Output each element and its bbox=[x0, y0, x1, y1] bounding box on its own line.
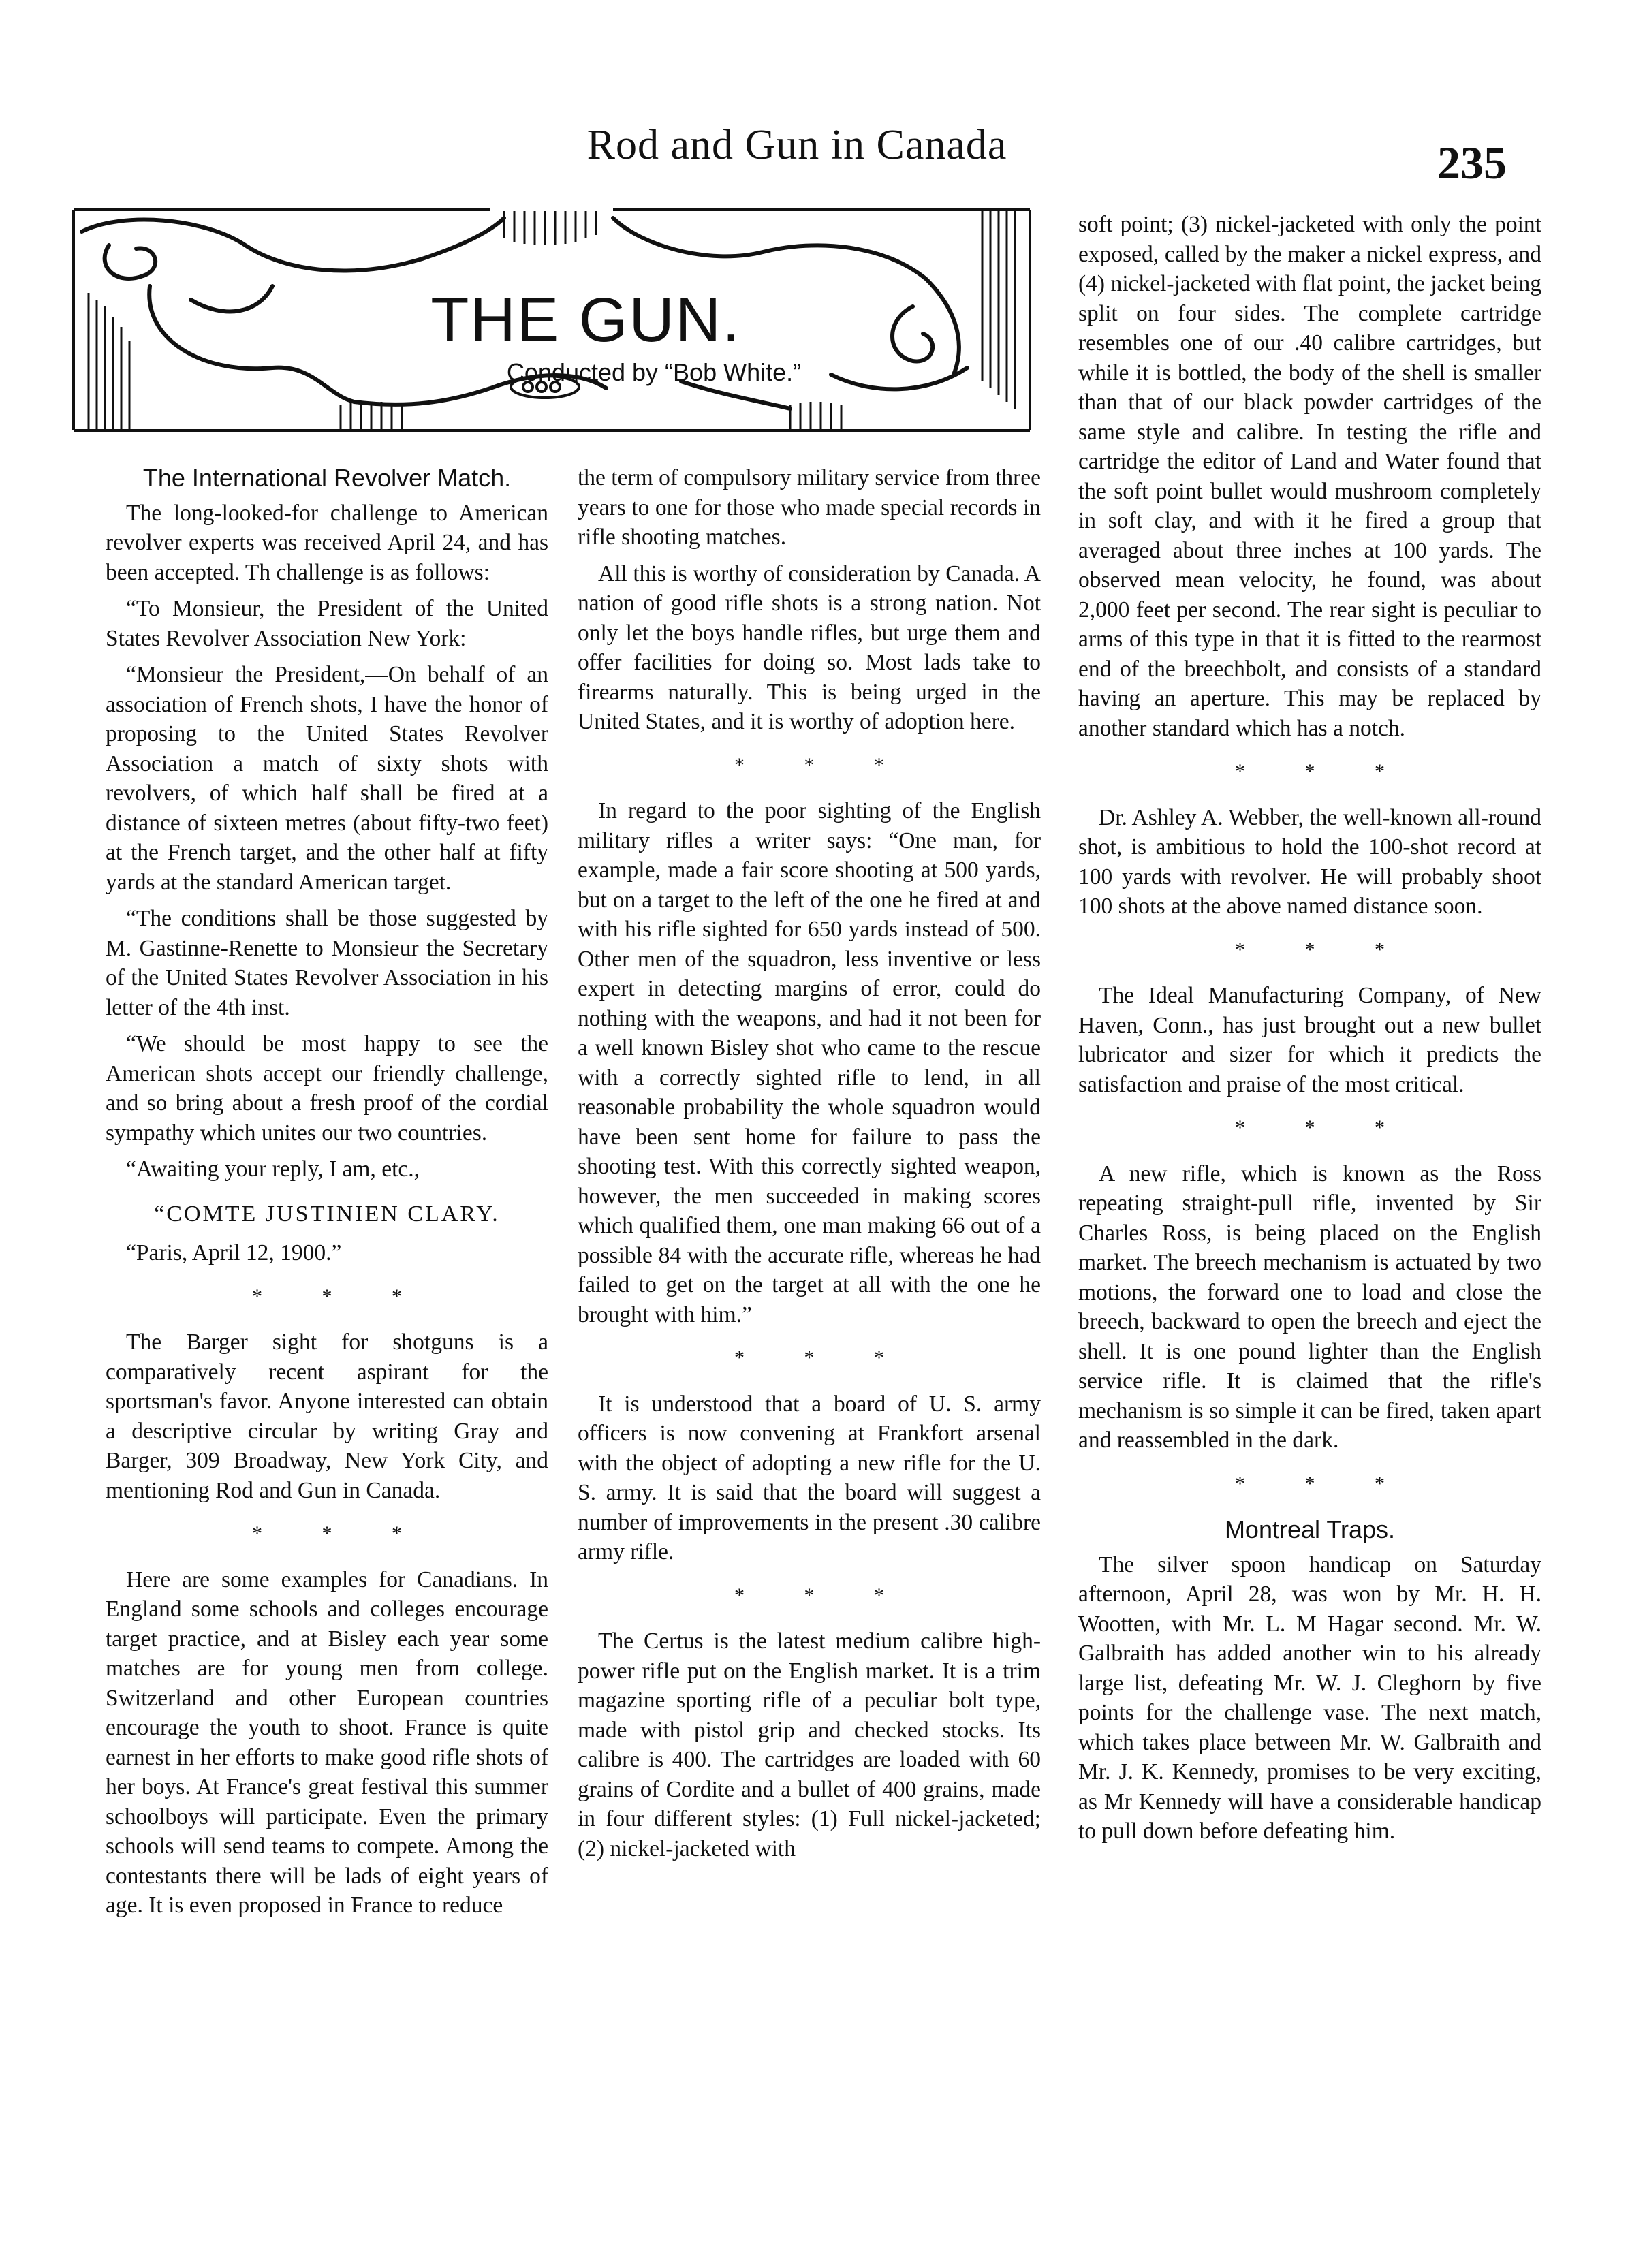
page-number: 235 bbox=[1437, 137, 1507, 189]
section-separator: * * * bbox=[252, 1285, 429, 1308]
article-heading-montreal-traps: Montreal Traps. bbox=[1224, 1515, 1396, 1543]
column-3 bbox=[1078, 210, 1541, 1853]
paragraph: The Certus is the latest medium calibre high-power rifle put on the English market. It is a trim magazine sporting rifle of a peculiar bolt type, made with pistol grip and checked stocks. Its calibre is 400. The cartridges are loaded with 60 grains of Cordite and a bullet of 400 grains, made in four different styles: (1) Full nickel-jacketed; (2) nickel-jacketed with bbox=[578, 1628, 1041, 1861]
paragraph: the term of compulsory military service from three years to one for those who made special records in rifle shooting matches. bbox=[578, 465, 1041, 550]
paragraph: Dr. Ashley A. Webber, the well-known all-round shot, is ambitious to hold the 100-shot record at 100 yards with revolver. He will probably shoot 100 shots at the above named distance soon. bbox=[1078, 804, 1541, 919]
paragraph: “Monsieur the President,—On behalf of an association of French shots, I have the honor of proposing to the United States Revolver Association a match of sixty shots with revolvers, of which half shall be fired at a distance of sixteen metres (about fifty-two feet) at the French target, and the other half at fifty yards at the standard American target. bbox=[106, 662, 548, 895]
paragraph: The long-looked-for challenge to American revolver experts was received April 24, and has been accepted. Th challenge is as follows: bbox=[106, 500, 548, 585]
section-separator: * * * bbox=[1235, 1472, 1412, 1495]
letter-signature: “COMTE JUSTINIEN CLARY. bbox=[154, 1201, 500, 1227]
paragraph: “Awaiting your reply, I am, etc., bbox=[126, 1156, 420, 1182]
section-byline: Conducted by “Bob White.” bbox=[506, 358, 802, 386]
column-2 bbox=[578, 463, 1041, 1870]
column-1 bbox=[106, 463, 548, 1927]
paragraph: Here are some examples for Canadians. In England some schools and colleges encourage target practice, and at Bisley each year some matches are for young men from college. Switzerland and other European countries encourage the youth to shoot. France is quite earnest in her efforts to make good rifle shots of her boys. At France's great festival this summer schoolboys will participate. Even the primary schools will send teams to compete. Among the contestants there will be lads of eight years of age. It is even proposed in France to reduce bbox=[106, 1566, 548, 1918]
paragraph: “The conditions shall be those suggested by M. Gastinne-Renette to Monsieur the Secretary of the United States Revolver Association in his letter of the 4th inst. bbox=[106, 906, 548, 1020]
paragraph: The Barger sight for shotguns is a comparatively recent aspirant for the sportsman's favor. Anyone interested can obtain a descriptive circular by writing Gray and Barger, 309 Broadway, New York City, and mentioning Rod and Gun in Canada. bbox=[106, 1329, 548, 1503]
paragraph: A new rifle, which is known as the Ross repeating straight-pull rifle, invented by Sir Charles Ross, is being placed on the English market. The breech mechanism is actuated by two motions, the forward one to load and close the breech, backward to open the breech and eject the shell. It is one pound lighter than the English service rifle. It is claimed that the rifle's mechanism is so simple it can be fired, taken apart and reassembled in the dark. bbox=[1078, 1161, 1541, 1453]
section-separator: * * * bbox=[252, 1522, 429, 1545]
paragraph: soft point; (3) nickel-jacketed with only the point exposed, called by the maker a nickel express, and (4) nickel-jacketed with flat point, the jacket being split on four sides. The complete cartridge resembles one of our .40 calibre cartridges, but while it is bottled, the body of the shell is smaller than that of our black powder cartridges of the same style and calibre. In testing the rifle and cartridge the editor of Land and Water found that the soft point bullet would mushroom completely in soft clay, and with it he fired a group that averaged about three inches at 100 yards. The observed mean velocity, he found, was about 2,000 feet per second. The rear sight is peculiar to arms of this type in that it is fitted to the rearmost end of the breechbolt, and consists of a standard having an aperture. This may be replaced by another standard which has a notch. bbox=[1078, 212, 1541, 741]
running-title: Rod and Gun in Canada bbox=[586, 122, 1007, 168]
paragraph: The silver spoon handicap on Saturday afternoon, April 28, was won by Mr. H. H. Wootten, with Mr. L. M Hagar second. Mr. W. Galbraith has added another win to his already large list, defeating Mr. W. J. Cleghorn by five points for the challenge vase. The next match, which takes place between Mr. W. Galbraith and Mr. J. K. Kennedy, promises to be very exciting, as Mr Kennedy will have a considerable handicap to pull down before defeating him. bbox=[1078, 1552, 1541, 1844]
paragraph: In regard to the poor sighting of the English military rifles a writer says: “One man, for example, made a fair score shooting at 500 yards, but on a target to the left of the one he fired at and with his rifle sighted for 650 yards instead of 500. Other men of the squadron, less inventive or less expert in detecting margins of error, could do nothing with the weapons, and had it not been for a well known Bisley shot who came to the rescue with a correctly sighted rifle to lend, in all reasonable probability the whole squadron would have been sent home for failure to pass the shooting test. With this correctly sighted weapon, however, the men succeeded in making scores which qualified them, one man making 66 out of a possible 84 with the accurate rifle, whereas he had failed to get on the target at all with the one he brought with him.” bbox=[578, 798, 1041, 1327]
section-separator: * * * bbox=[1235, 938, 1412, 961]
section-title: THE GUN. bbox=[430, 285, 741, 355]
article-heading-revolver-match: The International Revolver Match. bbox=[142, 464, 512, 492]
paragraph: The Ideal Manufacturing Company, of New Haven, Conn., has just brought out a new bullet lubricator and sizer for which it predicts the satisfaction and praise of the most critical. bbox=[1078, 983, 1541, 1097]
section-separator: * * * bbox=[1235, 1116, 1412, 1139]
paragraph: All this is worthy of consideration by Canada. A nation of good rifle shots is a strong nation. Not only let the boys handle rifles, but urge them and offer facilities for doing so. Most lads take to firearms naturally. This is being urged in the United States, and it is worthy of adoption here. bbox=[578, 561, 1041, 734]
section-banner bbox=[68, 204, 1035, 436]
letter-dateline: “Paris, April 12, 1900.” bbox=[126, 1240, 342, 1265]
section-separator: * * * bbox=[1235, 760, 1412, 783]
section-separator: * * * bbox=[734, 753, 911, 776]
paragraph: “We should be most happy to see the American shots accept our friendly challenge, and so bring about a fresh proof of the cordial sympathy which unites our two countries. bbox=[106, 1031, 548, 1146]
section-separator: * * * bbox=[734, 1346, 911, 1369]
paragraph: “To Monsieur, the President of the United States Revolver Association New York: bbox=[106, 596, 548, 651]
section-separator: * * * bbox=[734, 1584, 911, 1607]
paragraph: It is understood that a board of U. S. army officers is now convening at Frankfort arsenal with the object of adopting a new rifle for the U. S. army. It is said that the board will suggest a number of improvements in the present .30 calibre army rifle. bbox=[578, 1391, 1041, 1564]
